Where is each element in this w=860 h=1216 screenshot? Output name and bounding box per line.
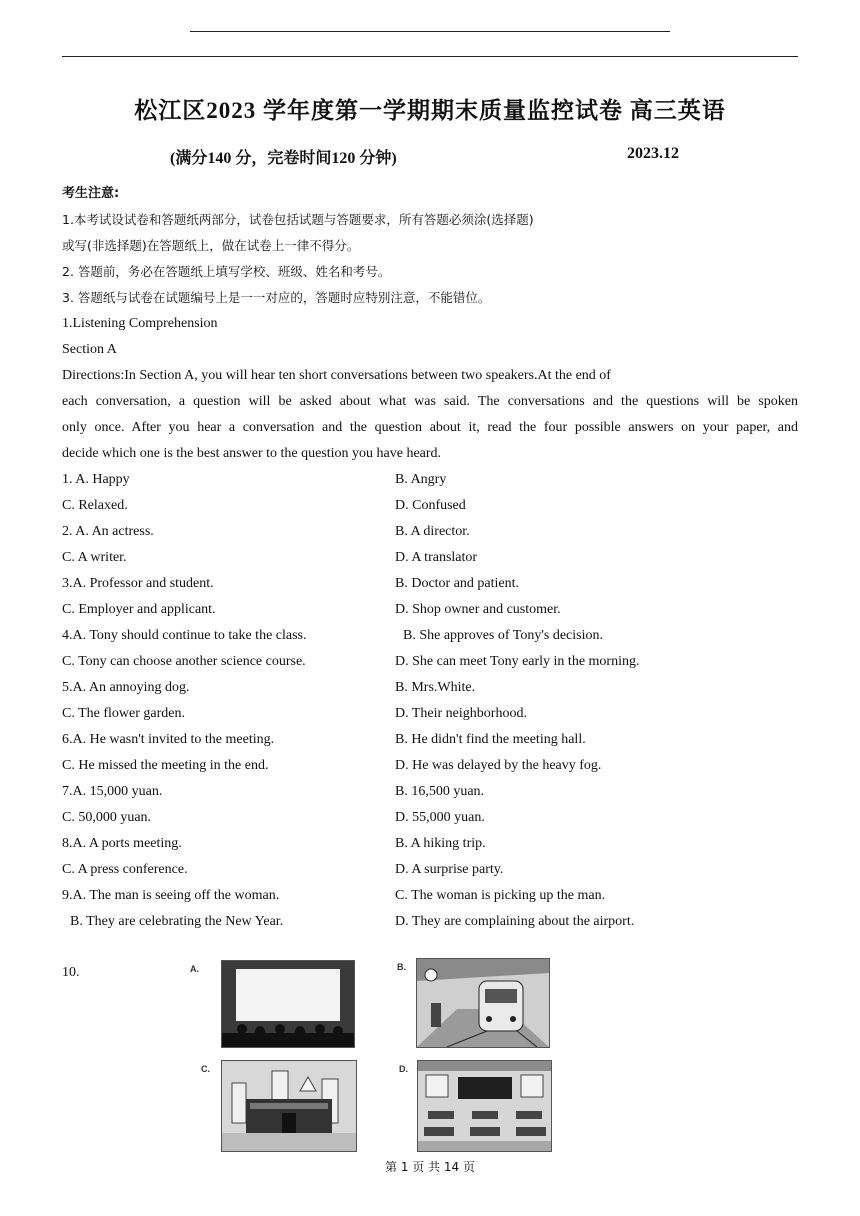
q2-option-a: 2. A. An actress. [62, 524, 154, 539]
q10-number: 10. [62, 965, 80, 980]
q5-option-b: B. Mrs.White. [395, 680, 476, 695]
header-rule [62, 56, 798, 57]
q7-option-b: B. 16,500 yuan. [395, 784, 485, 799]
q4-option-d: D. She can meet Tony early in the morning. [395, 654, 640, 669]
directions-line: only once. After you hear a conversation and the question about it, read the four possible answers on your paper, and [62, 420, 798, 435]
q7-option-d: D. 55,000 yuan. [395, 810, 485, 825]
directions-line: decide which one is the best answer to the question you have heard. [62, 446, 442, 461]
q8-option-a: 8.A. A ports meeting. [62, 836, 182, 851]
q7-option-a: 7.A. 15,000 yuan. [62, 784, 163, 799]
q1-option-c: C. Relaxed. [62, 498, 128, 513]
q6-option-b: B. He didn't find the meeting hall. [395, 732, 586, 747]
exam-info: (满分140 分，完卷时间120 分钟) [170, 150, 397, 167]
q1-option-d: D. Confused [395, 498, 466, 513]
q10-label-d: D. [399, 1064, 408, 1074]
q6-option-d: D. He was delayed by the heavy fog. [395, 758, 602, 773]
q10-label-c: C. [201, 1064, 210, 1074]
notice-heading: 考生注意: [62, 186, 120, 201]
q1-option-b: B. Angry [395, 472, 447, 487]
header-rule-top [190, 31, 670, 32]
q8-option-d: D. A surprise party. [395, 862, 504, 877]
directions-line: each conversation, a question will be asked about what was said. The conversations and the questions will be spoken [62, 394, 798, 409]
q3-option-b: B. Doctor and patient. [395, 576, 520, 591]
notice-item: 2. 答题前，务必在答题纸上填写学校、班级、姓名和考号。 [62, 264, 391, 279]
q7-option-c: C. 50,000 yuan. [62, 810, 152, 825]
exam-date: 2023.12 [627, 145, 679, 162]
q5-option-d: D. Their neighborhood. [395, 706, 527, 721]
q9-option-d: D. They are complaining about the airport. [395, 914, 635, 929]
q3-option-a: 3.A. Professor and student. [62, 576, 214, 591]
q4-option-c: C. Tony can choose another science course. [62, 654, 306, 669]
q8-option-b: B. A hiking trip. [395, 836, 486, 851]
page-title: 松江区2023 学年度第一学期期末质量监控试卷 高三英语 [134, 98, 726, 123]
q10-label-a: A. [190, 964, 199, 974]
notice-item: 1.本考试设试卷和答题纸两部分，试卷包括试题与答题要求，所有答题必须涂(选择题) [62, 212, 534, 227]
page-footer: 第 1 页 共 14 页 [385, 1160, 475, 1174]
q3-option-d: D. Shop owner and customer. [395, 602, 561, 617]
section-title: Section A [62, 342, 117, 357]
classroom-picture [417, 1060, 552, 1152]
notice-item: 3. 答题纸与试卷在试题编号上是一一对应的，答题时应特别注意，不能错位。 [62, 290, 491, 305]
q1-option-a: 1. A. Happy [62, 472, 130, 487]
q6-option-c: C. He missed the meeting in the end. [62, 758, 269, 773]
question-list [62, 467, 798, 935]
q2-option-d: D. A translator [395, 550, 478, 565]
notice-item: 或写(非选择题)在答题纸上，做在试卷上一律不得分。 [62, 238, 360, 253]
part-title: 1.Listening Comprehension [62, 316, 218, 331]
q5-option-c: C. The flower garden. [62, 706, 185, 721]
q2-option-c: C. A writer. [62, 550, 127, 565]
q10-label-b: B. [397, 962, 406, 972]
cinema-picture [221, 960, 355, 1048]
q5-option-a: 5.A. An annoying dog. [62, 680, 190, 695]
q3-option-c: C. Employer and applicant. [62, 602, 216, 617]
q9-option-b: B. They are celebrating the New Year. [70, 914, 284, 929]
q2-option-b: B. A director. [395, 524, 470, 539]
q8-option-c: C. A press conference. [62, 862, 188, 877]
q9-option-c: C. The woman is picking up the man. [395, 888, 606, 903]
notice-block [62, 181, 798, 467]
q9-option-a: 9.A. The man is seeing off the woman. [62, 888, 280, 903]
directions-line: Directions:In Section A, you will hear ten short conversations between two speakers.At the end of [62, 368, 611, 383]
q4-option-a: 4.A. Tony should continue to take the class. [62, 628, 307, 643]
city-building-picture [221, 1060, 357, 1152]
q6-option-a: 6.A. He wasn't invited to the meeting. [62, 732, 275, 747]
q4-option-b: B. She approves of Tony's decision. [403, 628, 603, 643]
subway-picture [416, 958, 550, 1048]
